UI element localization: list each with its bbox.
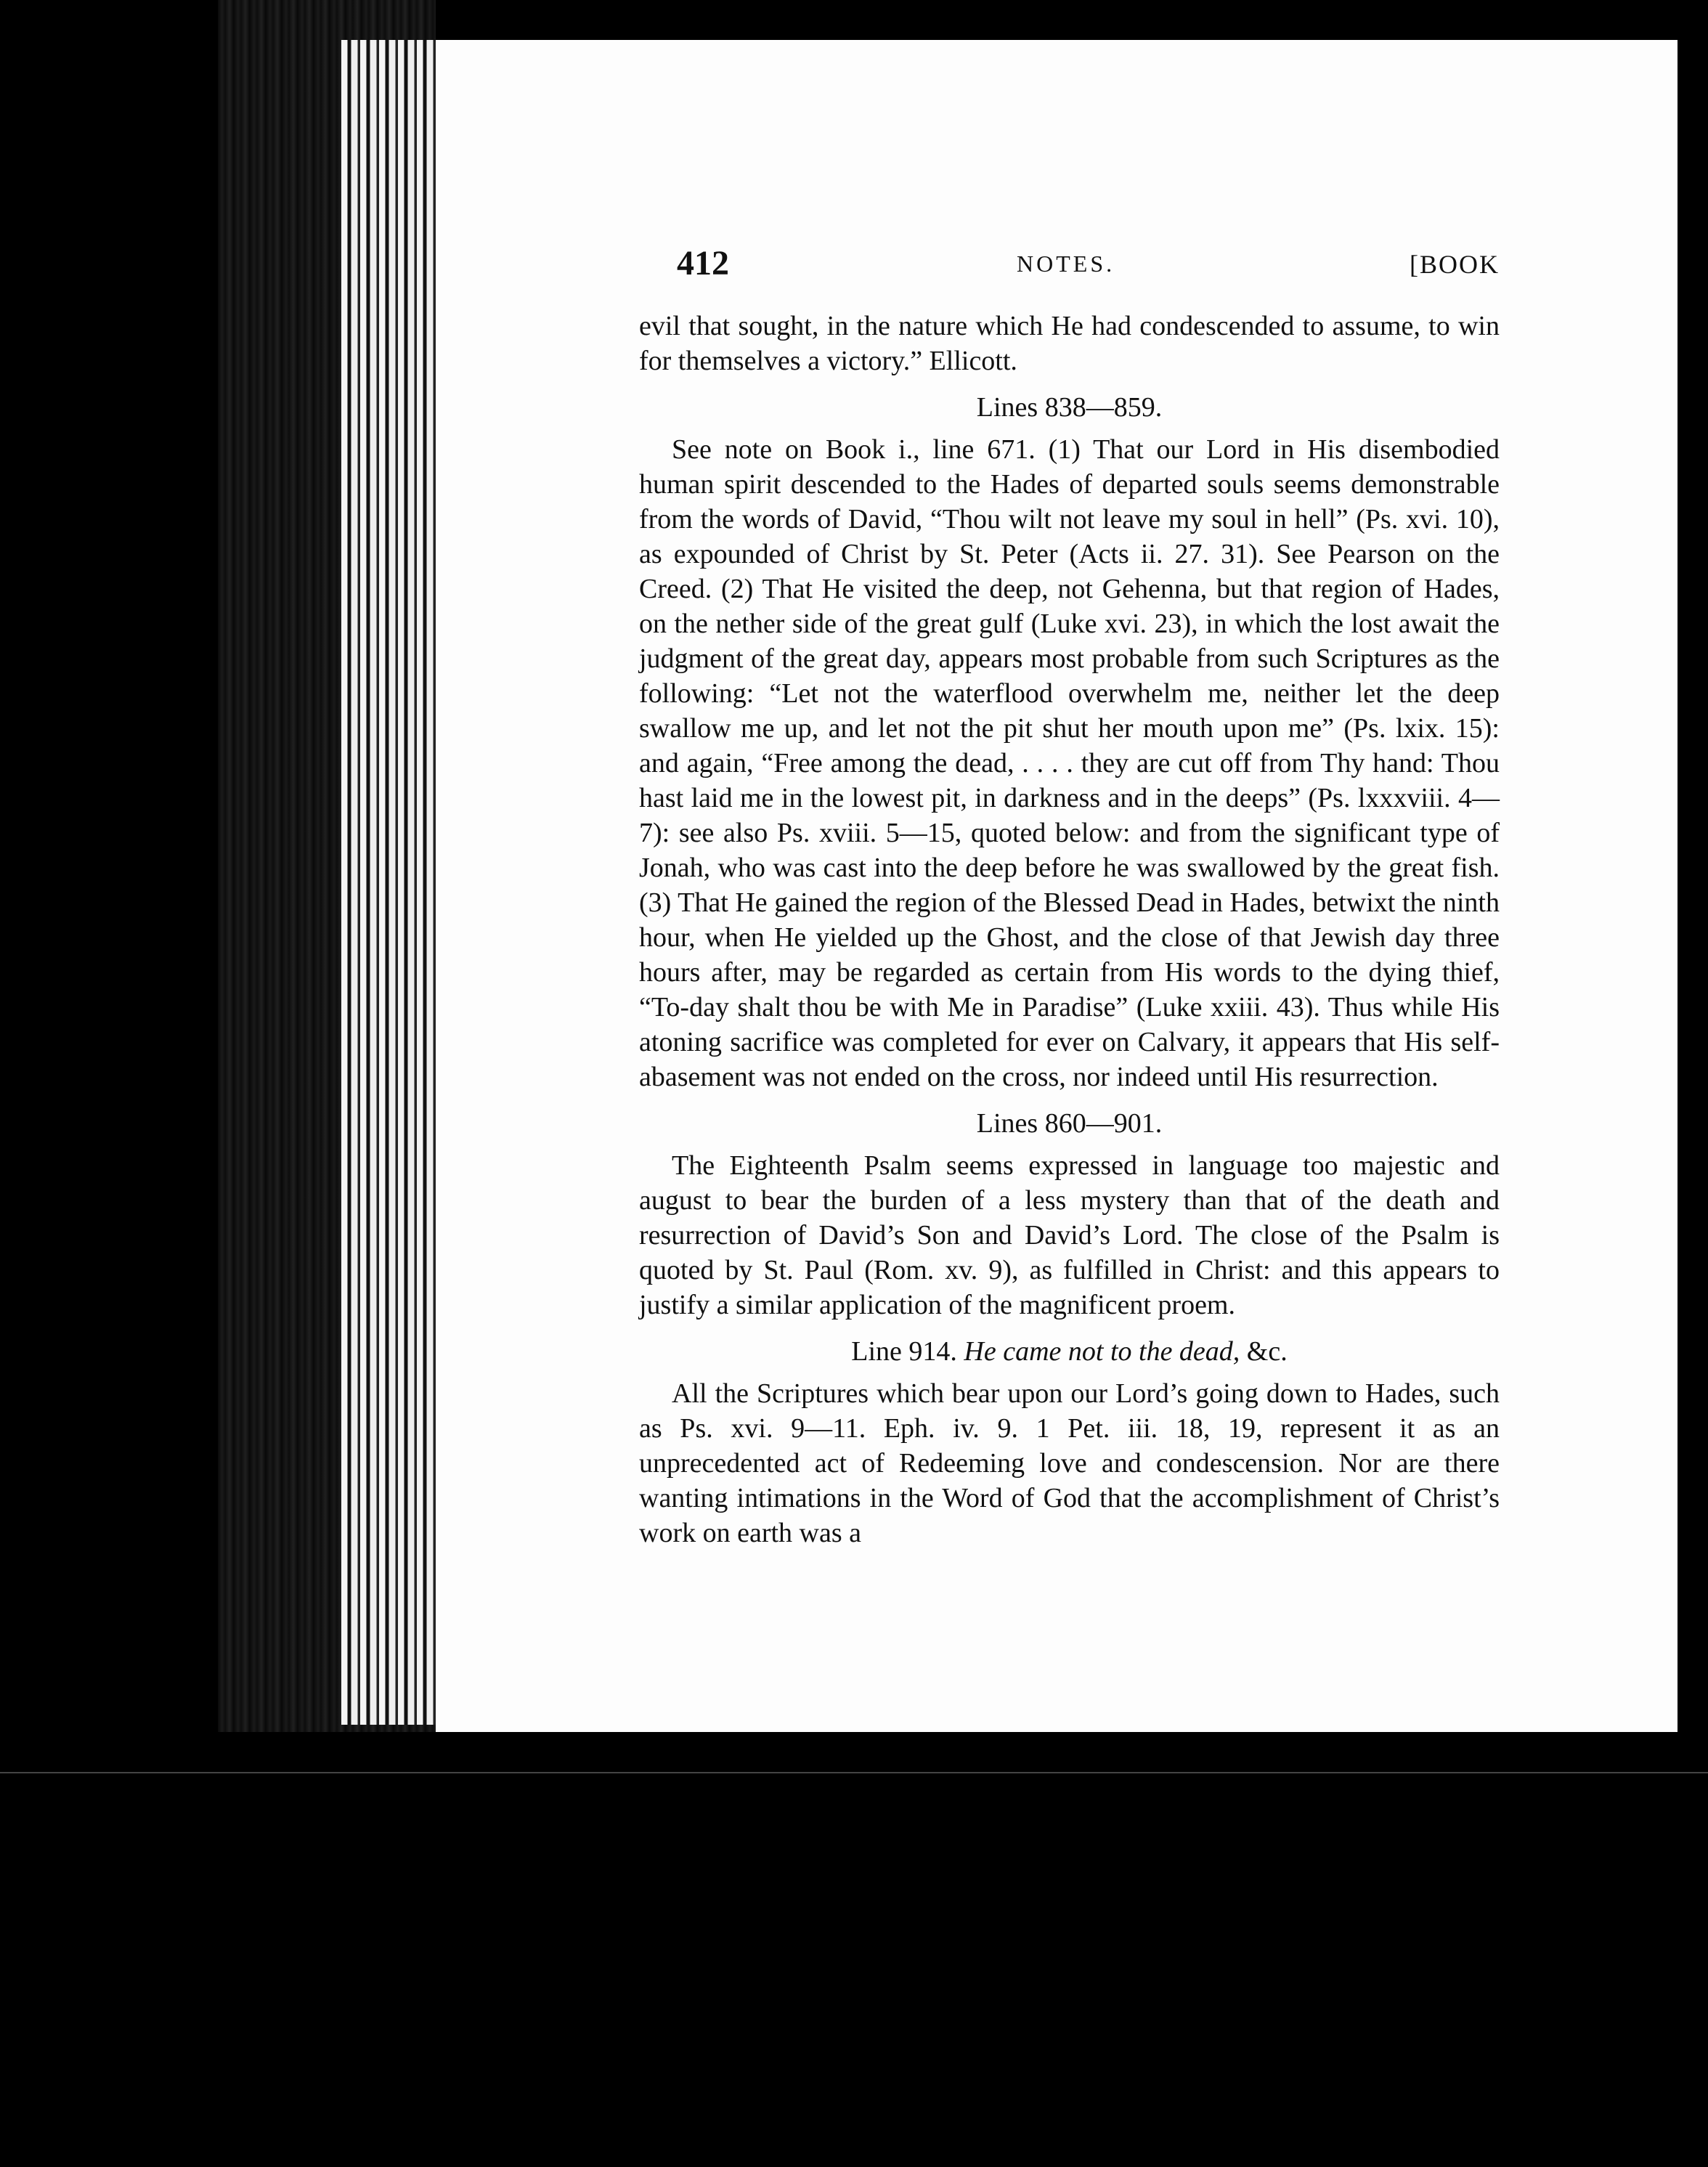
heading-suffix: &c. (1246, 1336, 1288, 1367)
running-head (639, 243, 1500, 309)
section-heading: Lines 838—859. (976, 392, 1163, 423)
page-stack-edges (341, 40, 443, 1725)
heading-quote: He came not to the dead, (964, 1336, 1240, 1367)
paragraph-continuation: evil that sought, in the nature which He had condescended to assume, to win for themselves a victory.” Ellicott. (639, 311, 1500, 376)
book-label: [BOOK (1410, 250, 1500, 279)
section-heading (639, 1331, 1500, 1372)
paragraph: The Eighteenth Psalm seems expressed in language too majestic and august to bear the burden of a less mystery than that of the death and resurrection of David’s Son and David’s Lord. The close of the Psalm is quoted by St. Paul (Rom. xv. 9), as fulfilled in Christ: and this appears to justify a similar application of the magnificent proem. (639, 1150, 1500, 1320)
section-heading: Lines 860—901. (976, 1108, 1163, 1139)
bottom-scan-border (0, 1732, 1708, 2167)
page-text (639, 243, 1500, 1550)
heading-lines: Line 914. (851, 1336, 957, 1367)
page-number: 412 (677, 244, 729, 282)
running-title: NOTES. (1017, 251, 1115, 277)
paragraph: See note on Book i., line 671. (1) That our Lord in His disembodied human spirit descended to the Hades of departed souls seems demonstrable from the words of David, “Thou wilt not leave my soul in hell” (Ps. xvi. 10), as expounded of Christ by St. Peter (Acts ii. 27. 31). See Pearson on the Creed. (2) That He visited the deep, not Gehenna, but that region of Hades, on the nether side of the great gulf (Luke xvi. 23), in which the lost await the judgment of the great day, appears most probable from such Scriptures as the following: “Let not the waterflood overwhelm me, neither let the deep swallow me up, and let not the pit shut her mouth upon me” (Ps. lxix. 15): and again, “Free among the dead, . . . . they are cut off from Thy hand: Thou hast laid me in the lowest pit, in darkness and in the deeps” (Ps. lxxxviii. 4—7): see also Ps. xviii. 5—15, quoted below: and from the significant type of Jonah, who was cast into the deep before he was swallowed by the great fish. (3) That He gained the region of the Blessed Dead in Hades, betwixt the ninth hour, when He yielded up the Ghost, and the close of that Jewish day three hours after, may be regarded as certain from His words to the dying thief, “To-day shalt thou be with Me in Paradise” (Luke xxiii. 43). Thus while His atoning sacrifice was completed for ever on Calvary, it appears that His self-abasement was not ended on the cross, nor indeed until His resurrection. (639, 434, 1500, 1092)
scan-artifact-line (0, 1772, 1708, 1773)
paragraph: All the Scriptures which bear upon our Lord’s going down to Hades, such as Ps. xvi. 9—11. Eph. iv. 9. 1 Pet. iii. 18, 19, represent it as an unprecedented act of Redeeming love and condescension. Nor are there wanting intimations in the Word of God that the accomplishment of Christ’s work on earth was a (639, 1378, 1500, 1548)
